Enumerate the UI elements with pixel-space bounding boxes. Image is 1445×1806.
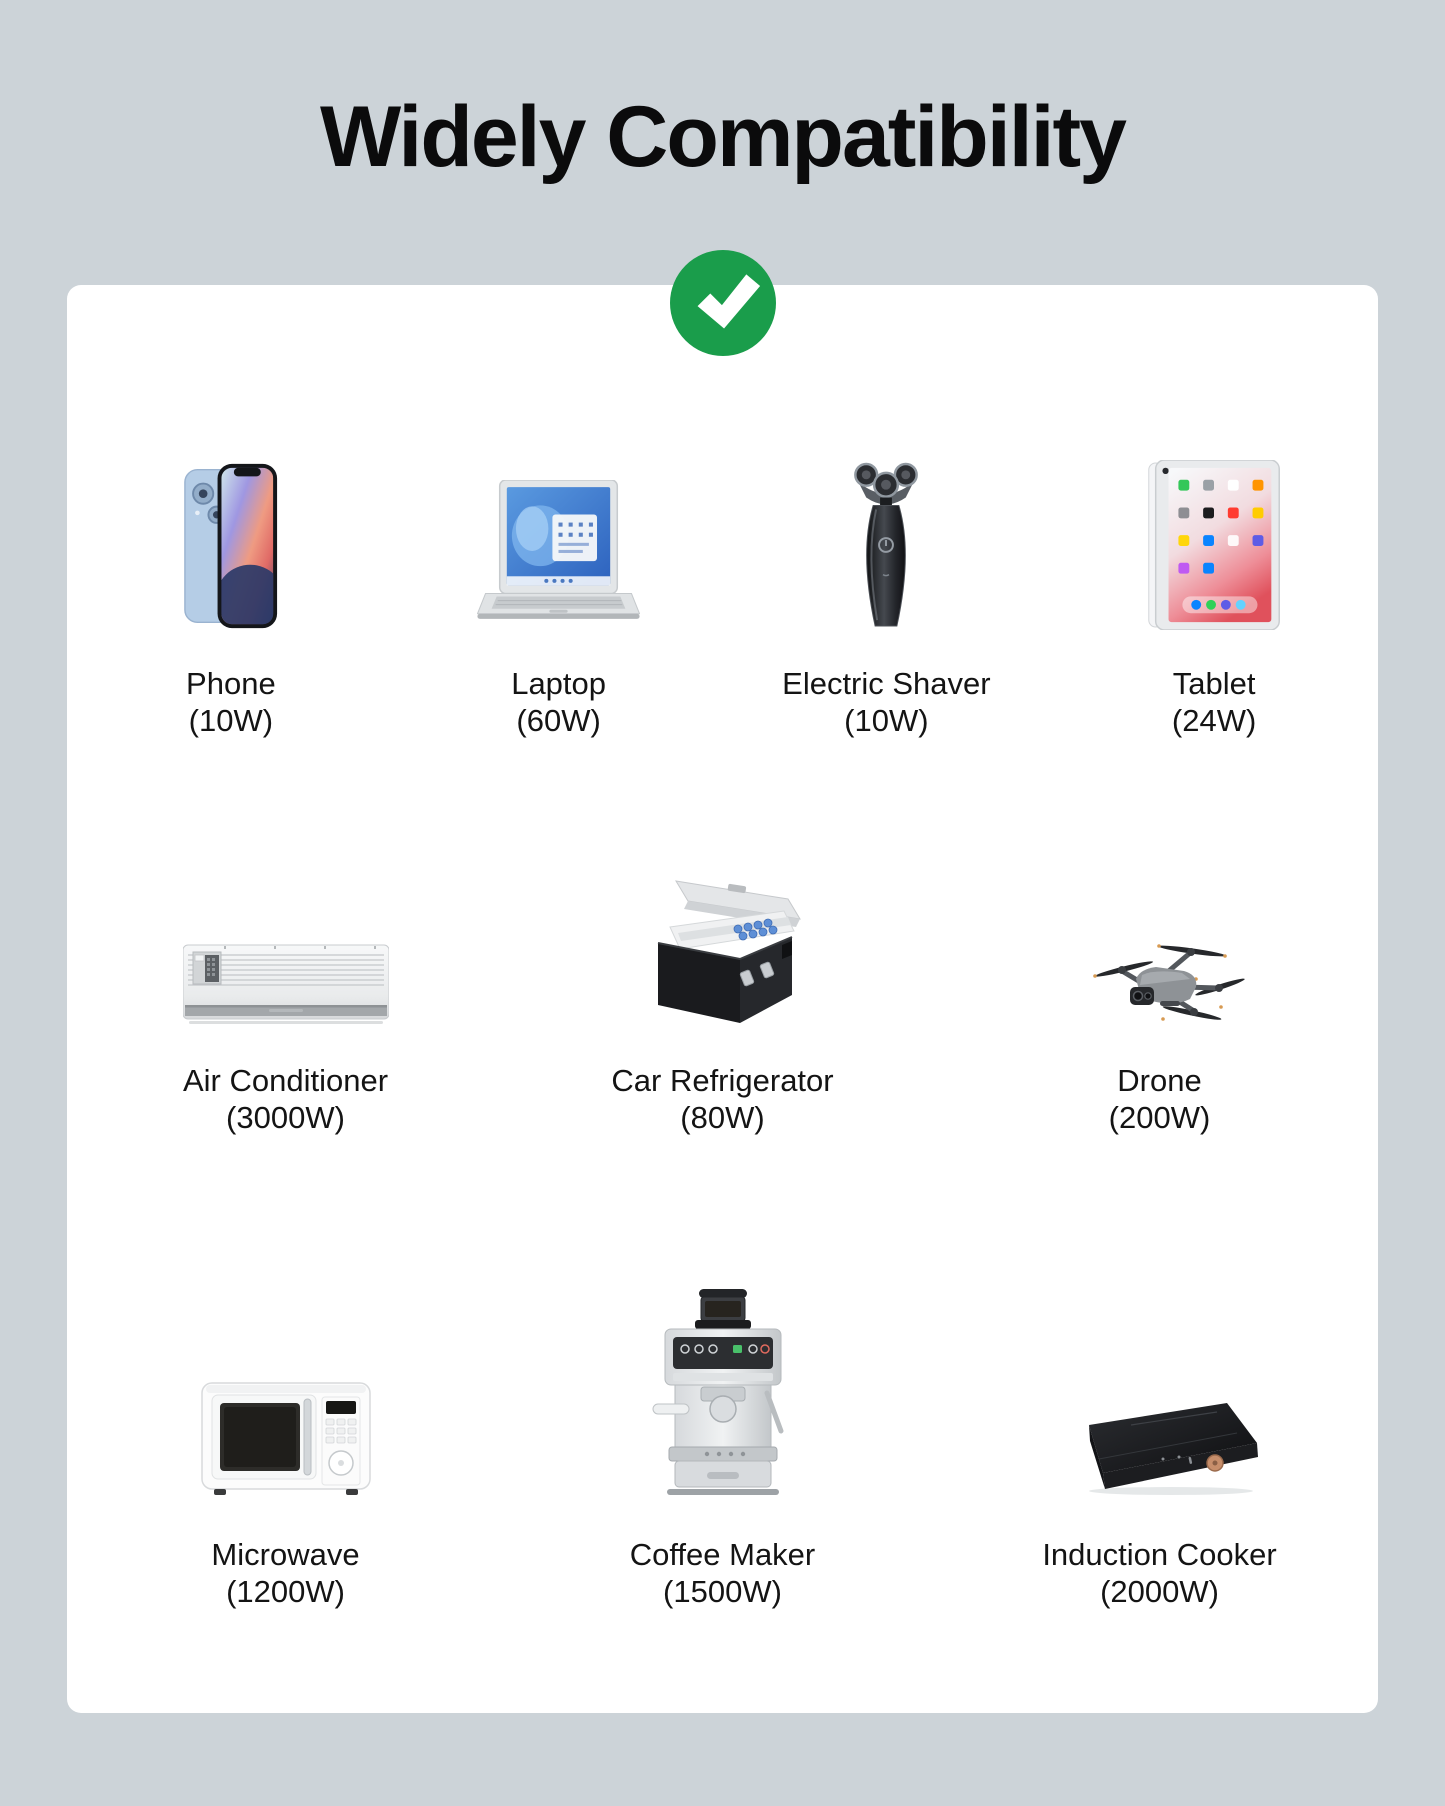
drone-image: [1072, 935, 1247, 1032]
device-induction-cooker: [941, 1252, 1378, 1610]
microwave-image: [200, 1377, 372, 1504]
page-title: Widely Compatibility: [320, 89, 1125, 185]
device-name: Drone: [1117, 1063, 1202, 1098]
device-wattage: (3000W): [226, 1100, 345, 1135]
device-row-3: [67, 1252, 1378, 1610]
device-microwave: [67, 1252, 504, 1610]
coffee-maker-image: [649, 1289, 797, 1504]
device-wattage: (1500W): [663, 1574, 782, 1609]
device-name: Phone: [186, 666, 276, 701]
device-name: Coffee Maker: [629, 1537, 816, 1572]
laptop-image: [477, 480, 640, 635]
device-wattage: (1200W): [226, 1574, 345, 1609]
phone-image: [183, 462, 279, 635]
device-phone: [67, 442, 395, 739]
device-electric-shaver: [723, 442, 1051, 739]
device-coffee-maker: [504, 1252, 941, 1610]
induction-cooker-image: [1059, 1399, 1261, 1504]
device-row-2: [67, 800, 1378, 1136]
device-row-1: [67, 442, 1378, 739]
tablet-image: [1148, 460, 1280, 635]
device-wattage: (80W): [680, 1100, 765, 1135]
device-wattage: (10W): [188, 703, 274, 738]
device-car-refrigerator: [504, 800, 941, 1136]
device-air-conditioner: [67, 800, 504, 1136]
device-name: Microwave: [211, 1537, 360, 1572]
electric-shaver-image: [850, 460, 922, 635]
device-name: Induction Cooker: [1042, 1537, 1277, 1572]
car-refrigerator-image: [642, 879, 804, 1032]
device-name: Car Refrigerator: [611, 1063, 834, 1098]
device-wattage: (60W): [516, 703, 601, 738]
device-wattage: (24W): [1171, 703, 1257, 738]
device-wattage: (200W): [1108, 1100, 1211, 1135]
device-name: Tablet: [1172, 666, 1256, 701]
device-name: Electric Shaver: [782, 666, 991, 701]
device-tablet: [1050, 442, 1378, 739]
device-drone: [941, 800, 1378, 1136]
device-name: Laptop: [511, 666, 607, 701]
device-name: Air Conditioner: [182, 1063, 389, 1098]
device-wattage: (10W): [844, 703, 929, 738]
check-circle-icon: [670, 250, 776, 356]
device-wattage: (2000W): [1100, 1574, 1219, 1609]
device-laptop: [395, 442, 723, 739]
air-conditioner-image: [183, 943, 389, 1032]
